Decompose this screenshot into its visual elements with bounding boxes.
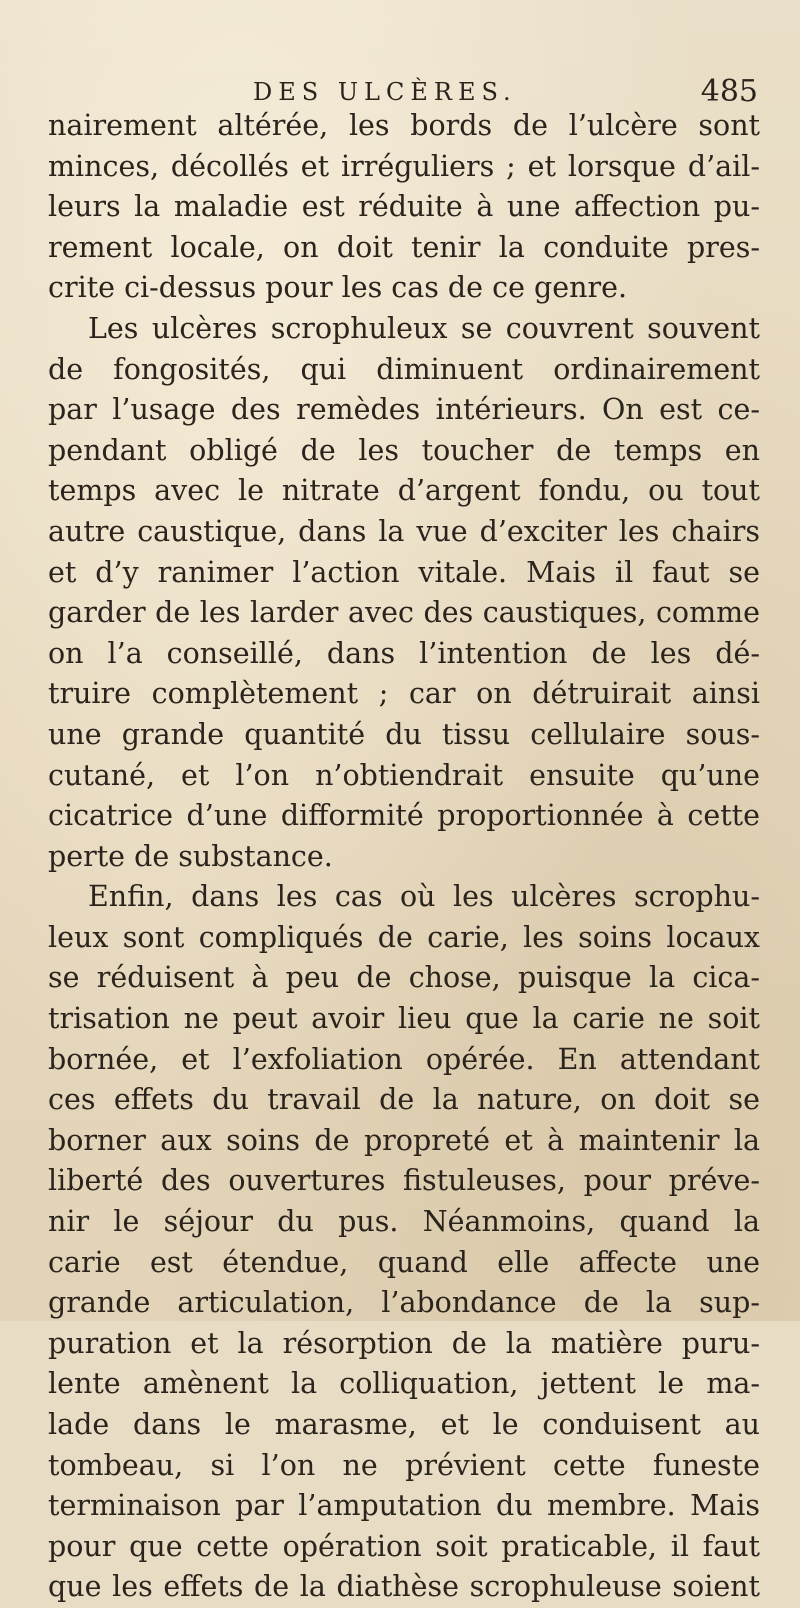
text-line: Enfin, dans les cas où les ulcères scrophu- <box>88 880 760 914</box>
text-line: lade dans le marasme, et le conduisent au <box>48 1408 760 1441</box>
text-line: nir le séjour du pus. Néanmoins, quand la <box>48 1205 760 1239</box>
text-line: autre caustique, dans la vue d’exciter les chairs <box>48 514 760 548</box>
text-line: perte de substance. <box>48 839 333 873</box>
text-line: borner aux soins de propreté et à maintenir la <box>48 1123 760 1157</box>
text-line: lente amènent la colliquation, jettent le ma- <box>48 1367 760 1401</box>
text-line: on l’a conseillé, dans l’intention de les dé- <box>48 636 760 670</box>
text-line: par l’usage des remèdes intérieurs. On est ce- <box>48 393 760 427</box>
text-line: minces, décollés et irréguliers ; et lorsque d’ail- <box>48 149 760 183</box>
text-line: garder de les larder avec des caustiques, comme <box>48 596 760 630</box>
text-line: grande articulation, l’abondance de la sup- <box>48 1286 760 1320</box>
text-line: terminaison par l’amputation du membre. Mais <box>48 1489 760 1523</box>
body-text <box>48 106 760 1608</box>
text-line: et d’y ranimer l’action vitale. Mais il faut se <box>48 555 760 589</box>
text-line: de fongosités, qui diminuent ordinairement <box>48 352 760 386</box>
text-line: cutané, et l’on n’obtiendrait ensuite qu’une <box>48 758 760 792</box>
text-line: crite ci-dessus pour les cas de ce genre. <box>48 271 628 305</box>
text-line: truire complètement ; car on détruirait ainsi <box>48 677 760 711</box>
text-line: ces effets du travail de la nature, on doit se <box>48 1083 760 1117</box>
text-line: trisation ne peut avoir lieu que la carie ne soit <box>48 1002 760 1036</box>
text-line: leurs la maladie est réduite à une affection pu- <box>48 190 760 224</box>
page-number: 485 <box>700 74 758 109</box>
text-line: une grande quantité du tissu cellulaire sous- <box>48 717 760 751</box>
text-line: carie est étendue, quand elle affecte une <box>48 1245 760 1279</box>
text-line: nairement altérée, les bords de l’ulcère sont <box>48 109 760 142</box>
text-line: liberté des ouvertures fistuleuses, pour préve- <box>48 1164 760 1198</box>
text-line: cicatrice d’une difformité proportionnée à cette <box>48 799 760 833</box>
text-line: leux sont compliqués de carie, les soins locaux <box>48 920 760 954</box>
text-line: que les effets de la diathèse scrophuleuse soient <box>48 1570 760 1604</box>
text-line: se réduisent à peu de chose, puisque la cica- <box>48 961 760 995</box>
text-line: tombeau, si l’on ne prévient cette funeste <box>48 1448 760 1482</box>
text-line: bornée, et l’exfoliation opérée. En attendant <box>48 1042 760 1076</box>
text-line: pour que cette opération soit praticable, il faut <box>48 1529 760 1563</box>
text-line: pendant obligé de les toucher de temps en <box>48 433 760 467</box>
text-line: rement locale, on doit tenir la conduite pres- <box>48 230 760 264</box>
text-line: temps avec le nitrate d’argent fondu, ou tout <box>48 474 760 508</box>
text-line: Les ulcères scrophuleux se couvrent souvent <box>88 311 760 345</box>
text-line: puration et la résorption de la matière puru- <box>48 1326 760 1360</box>
running-head-title: DES ULCÈRES. <box>253 78 517 106</box>
